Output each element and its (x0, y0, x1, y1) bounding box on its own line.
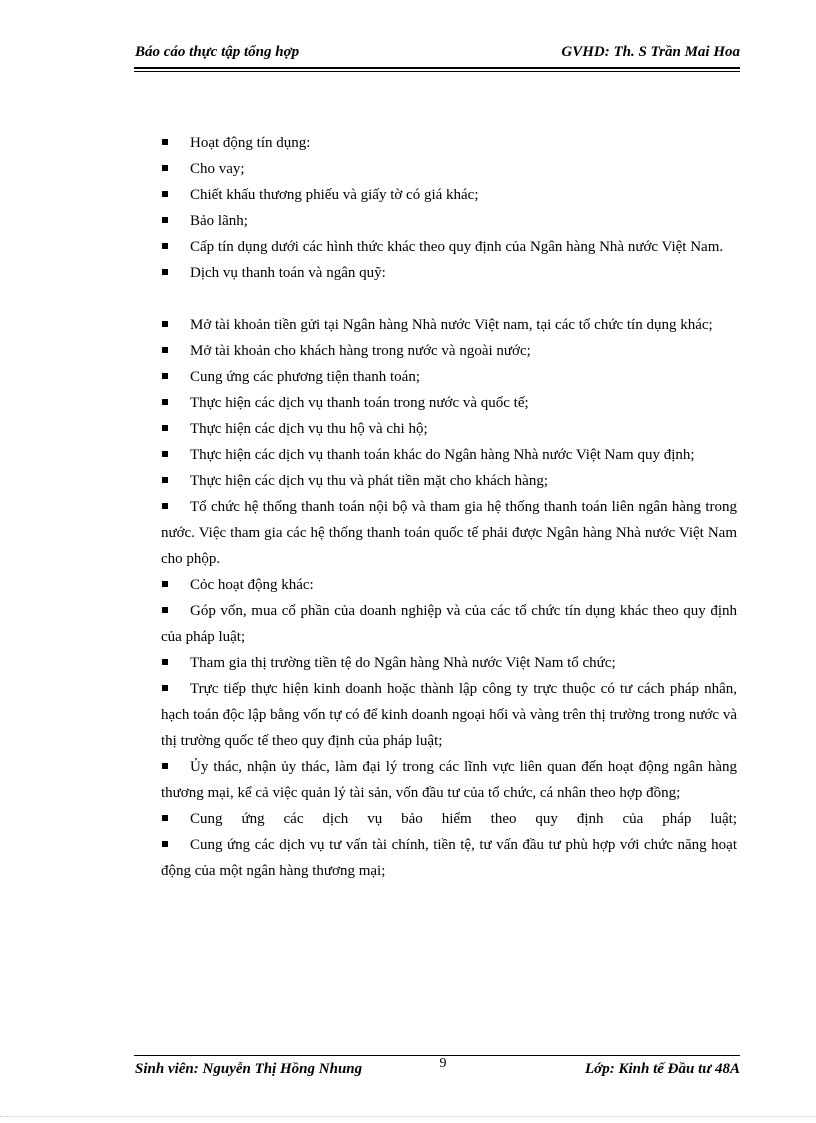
list-item: Trực tiếp thực hiện kinh doanh hoặc thành lập công ty trực thuộc có tư cách pháp nhân, hạch toán độc lập bằng vốn tự có để kinh doanh ngoại hối và vàng trên thị trường trong nước và thị trường quốc tế theo quy định của pháp luật; (161, 681, 737, 749)
list-item: Bảo lãnh; (161, 208, 737, 234)
page-boundary-dotted-line (0, 1116, 816, 1117)
bullet-square-icon (162, 841, 168, 847)
bullet-square-icon (162, 815, 168, 821)
bullet-square-icon (162, 581, 168, 587)
paragraph-gap (161, 286, 737, 312)
bullet-square-icon (162, 451, 168, 457)
list-item: Hoạt động tín dụng: (161, 130, 737, 156)
list-item: Thực hiện các dịch vụ thu và phát tiền mặt cho khách hàng; (161, 468, 737, 494)
list-item: Mở tài khoản tiền gửi tại Ngân hàng Nhà nước Việt nam, tại các tổ chức tín dụng khác; (161, 312, 737, 338)
list-item: Thực hiện các dịch vụ thu hộ và chi hộ; (161, 416, 737, 442)
bullet-square-icon (162, 243, 168, 249)
list-item: Mở tài khoản cho khách hàng trong nước và ngoài nước; (161, 338, 737, 364)
bullet-square-icon (162, 477, 168, 483)
list-item: Cung ứng các dịch vụ tư vấn tài chính, tiền tệ, tư vấn đầu tư phù hợp với chức năng hoạt động của một ngân hàng thương mại; (161, 837, 737, 879)
list-item: Dịch vụ thanh toán và ngân quỹ: (161, 260, 737, 286)
list-item: Thực hiện các dịch vụ thanh toán khác do Ngân hàng Nhà nước Việt Nam quy định; (161, 442, 737, 468)
bullet-square-icon (162, 139, 168, 145)
list-item: Cấp tín dụng dưới các hình thức khác theo quy định của Ngân hàng Nhà nước Việt Nam. (161, 234, 737, 260)
list-item: Thực hiện các dịch vụ thanh toán trong nước và quốc tế; (161, 390, 737, 416)
list-item: Tham gia thị trường tiền tệ do Ngân hàng Nhà nước Việt Nam tổ chức; (161, 650, 737, 676)
bullet-square-icon (162, 269, 168, 275)
document-body (161, 130, 737, 884)
header-rule-thin (134, 71, 740, 72)
bullet-square-icon (162, 165, 168, 171)
page-header (135, 44, 740, 61)
bullet-square-icon (162, 191, 168, 197)
bullet-square-icon (162, 217, 168, 223)
bullet-square-icon (162, 347, 168, 353)
list-item: Ủy thác, nhận ủy thác, làm đại lý trong các lĩnh vực liên quan đến hoạt động ngân hàng thương mại, kể cả việc quản lý tài sản, vốn đầu tư của tổ chức, cá nhân theo hợp đồng; (161, 759, 737, 801)
bullet-square-icon (162, 399, 168, 405)
list-item: Góp vốn, mua cổ phần của doanh nghiệp và của các tổ chức tín dụng khác theo quy định của pháp luật; (161, 603, 737, 645)
list-item: Cung ứng các dịch vụ bảo hiểm theo quy định của pháp luật; (161, 806, 737, 832)
bullet-square-icon (162, 659, 168, 665)
header-report-title: Báo cáo thực tập tổng hợp (135, 44, 300, 60)
bullet-square-icon (162, 685, 168, 691)
bullet-square-icon (162, 321, 168, 327)
page-footer (135, 1061, 740, 1078)
bullet-square-icon (162, 763, 168, 769)
list-item: Cỏc hoạt động khác: (161, 572, 737, 598)
list-item: Tổ chức hệ thống thanh toán nội bộ và tham gia hệ thống thanh toán liên ngân hàng trong nước. Việc tham gia các hệ thống thanh toán quốc tế phải được Ngân hàng Nhà nước Việt Nam cho phộp. (161, 499, 737, 567)
header-rule-thick (134, 67, 740, 69)
list-item: Cung ứng các phương tiện thanh toán; (161, 364, 737, 390)
page-number: 9 (439, 1056, 447, 1071)
list-item: Cho vay; (161, 156, 737, 182)
footer-student-name: Sinh viên: Nguyễn Thị Hồng Nhung (135, 1061, 363, 1077)
bullet-square-icon (162, 425, 168, 431)
list-item: Chiết khấu thương phiếu và giấy tờ có giá khác; (161, 182, 737, 208)
bullet-square-icon (162, 373, 168, 379)
bullet-square-icon (162, 607, 168, 613)
header-supervisor: GVHD: Th. S Trần Mai Hoa (561, 44, 740, 60)
bullet-square-icon (162, 503, 168, 509)
footer-class-name: Lớp: Kinh tế Đầu tư 48A (585, 1061, 740, 1077)
